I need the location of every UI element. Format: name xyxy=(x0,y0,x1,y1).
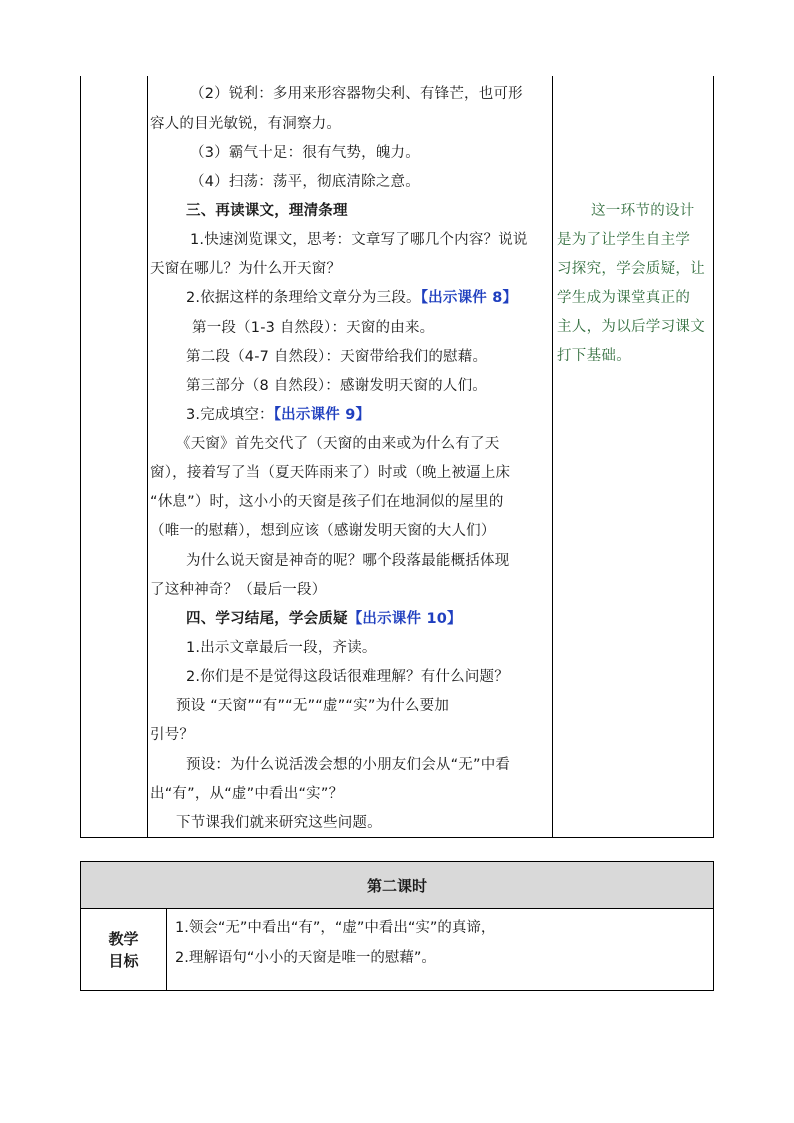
text-line: 预设：为什么说活泼会想的小朋友们会从“无”中看 xyxy=(186,757,511,773)
text-line: （4）扫荡：荡平，彻底清除之意。 xyxy=(190,174,420,190)
lesson2-title: 第二课时 xyxy=(81,862,713,909)
text-line: （3）霸气十足：很有气势，魄力。 xyxy=(190,145,420,161)
text-line: （唯一的慰藉），想到应该（感谢发明天窗的大人们） xyxy=(150,523,496,539)
text-line: 1.快速浏览课文，思考：文章写了哪几个内容？说说 xyxy=(190,232,528,248)
text-line: 2.你们是不是觉得这段话很难理解？有什么问题？ xyxy=(186,669,509,685)
text-line: 下节课我们就来研究这些问题。 xyxy=(176,815,382,831)
text-line xyxy=(186,405,370,425)
text-line: （2）锐利：多用来形容器物尖利、有锋芒，也可形 xyxy=(190,86,523,102)
table-border-bottom xyxy=(80,837,714,838)
goal-item: 2.理解语句“小小的天窗是唯一的慰藉”。 xyxy=(175,950,436,966)
design-note-line: 主人，为以后学习课文 xyxy=(557,319,705,335)
text-line: 出“有”，从“虚”中看出“实”？ xyxy=(150,786,344,802)
design-note xyxy=(557,201,715,375)
text-line: 天窗在哪儿？为什么开天窗？ xyxy=(150,261,342,277)
text-line xyxy=(186,288,517,308)
text-line: 《天窗》首先交代了（天窗的由来或为什么有了天 xyxy=(176,436,500,452)
text-line: “休息”）时，这小小的天窗是孩子们在地洞似的屋里的 xyxy=(150,494,504,510)
table-border-right xyxy=(713,76,714,838)
courseware-10-label: 【出示课件 10】 xyxy=(347,611,462,627)
table-divider-2 xyxy=(552,76,553,838)
text-span: 四、学习结尾，学会质疑 xyxy=(186,611,348,627)
design-note-line: 打下基础。 xyxy=(557,348,631,364)
text-line: 为什么说天窗是神奇的呢？哪个段落最能概括体现 xyxy=(186,553,510,569)
courseware-9-label: 【出示课件 9】 xyxy=(273,407,371,423)
courseware-8-label: 【出示课件 8】 xyxy=(420,290,518,306)
text-line: 预设 “天窗”“有”“无”“虚”“实”为什么要加 xyxy=(176,698,450,714)
label-line: 教学 xyxy=(108,930,139,948)
text-span: 2.依据这样的条理给文章分为三段。 xyxy=(186,290,421,306)
design-note-line: 是为了让学生自主学 xyxy=(557,232,691,248)
text-span: 3.完成填空： xyxy=(186,407,274,423)
label-line: 目标 xyxy=(108,952,139,970)
section-heading: 三、再读课文，理清条理 xyxy=(186,203,348,219)
text-line: 第一段（1-3 自然段）：天窗的由来。 xyxy=(192,320,435,336)
text-line: 第三部分（8 自然段）：感谢发明天窗的人们。 xyxy=(186,378,487,394)
table-border-left xyxy=(80,76,81,838)
lesson2-table xyxy=(80,861,714,991)
design-note-line: 这一环节的设计 xyxy=(591,203,695,219)
text-line: 1.出示文章最后一段，齐读。 xyxy=(186,640,377,656)
design-note-line: 学生成为课堂真正的 xyxy=(557,290,691,306)
text-line: 第二段（4-7 自然段）：天窗带给我们的慰藉。 xyxy=(186,349,488,365)
text-line: 了这种神奇？（最后一段） xyxy=(150,582,327,598)
text-line: 容人的目光敏锐，有洞察力。 xyxy=(150,116,342,132)
text-line: 窗），接着写了当（夏天阵雨来了）时或（晚上被逼上床 xyxy=(150,465,511,481)
design-note-line: 习探究，学会质疑，让 xyxy=(557,261,705,277)
text-line: 引号？ xyxy=(150,727,195,743)
table-divider-1 xyxy=(147,76,148,838)
goal-item: 1.领会“无”中看出“有”，“虚”中看出“实”的真谛， xyxy=(175,920,496,936)
teaching-goals-label xyxy=(81,909,167,991)
section-heading xyxy=(186,609,462,629)
